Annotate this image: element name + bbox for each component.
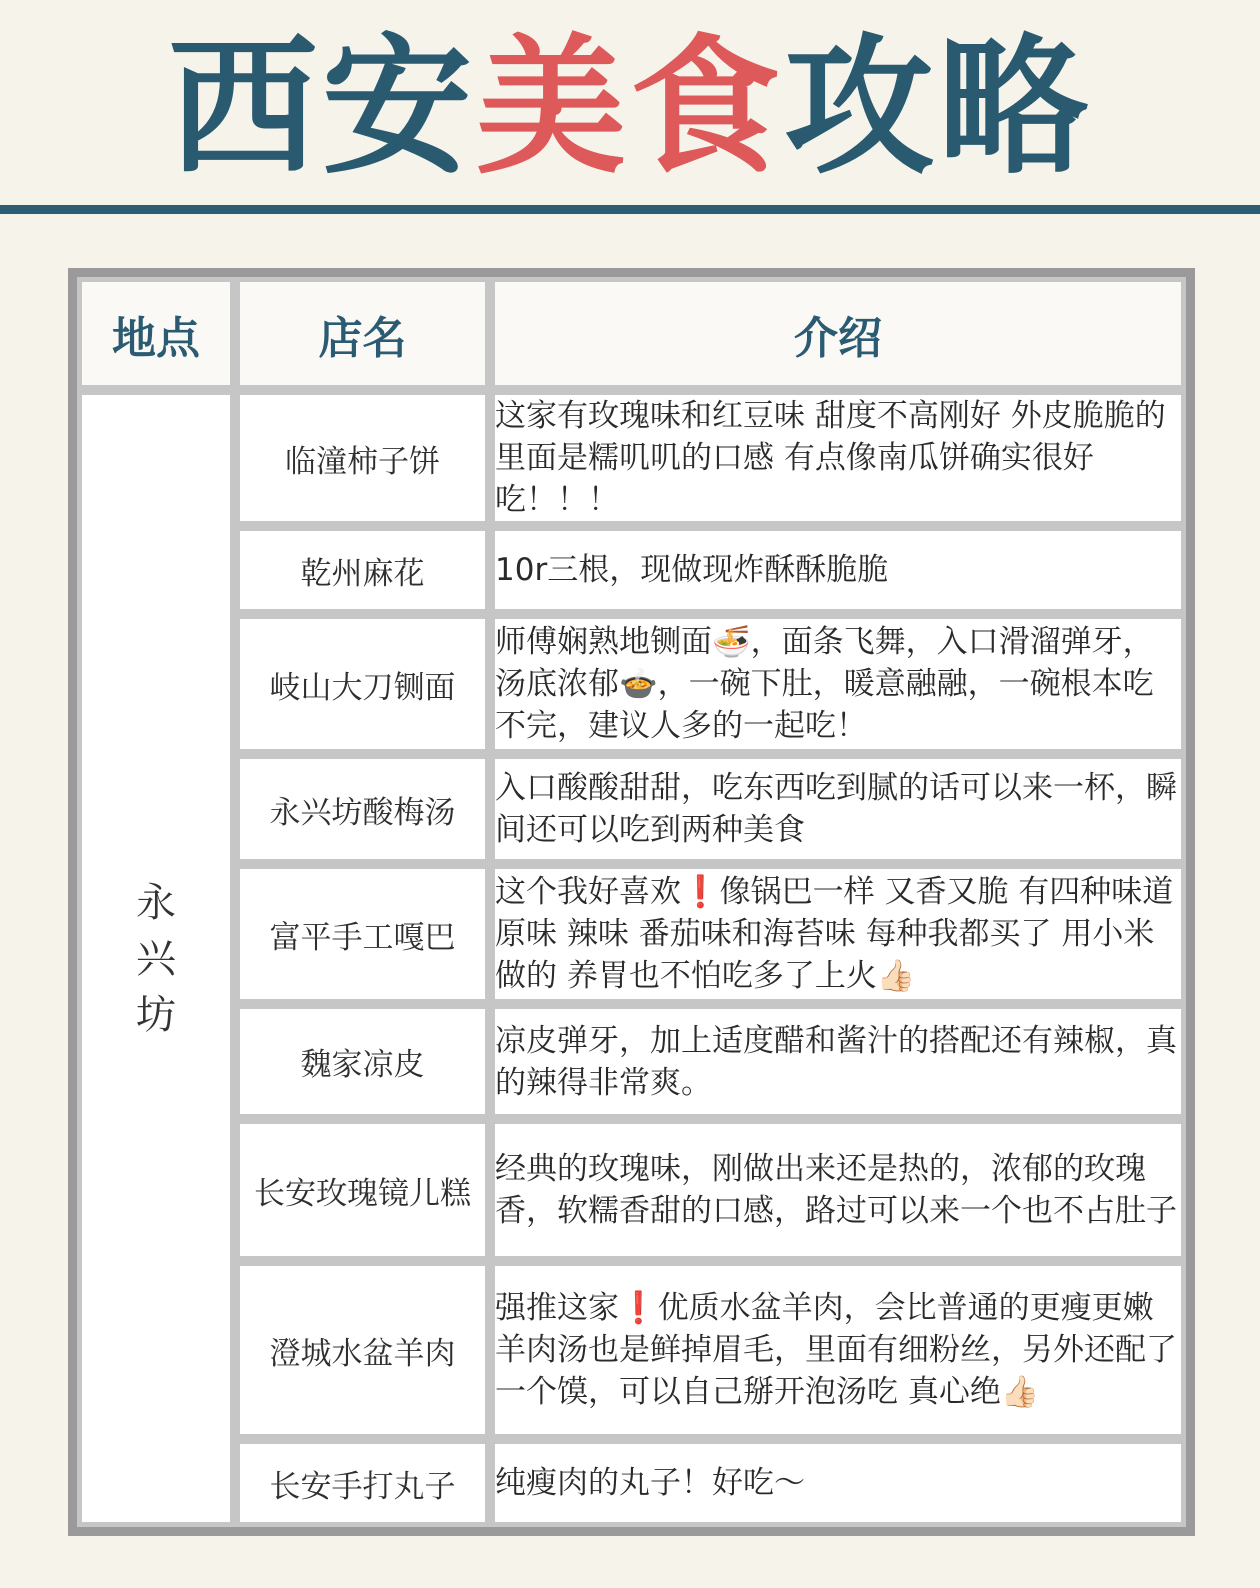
shop-intro: 这家有玫瑰味和红豆味 甜度不高刚好 外皮脆脆的 里面是糯叽叽的口感 有点像南瓜饼确实很好吃！！！ [490,390,1186,526]
header-shop-name: 店名 [235,277,490,390]
title-divider [0,205,1260,214]
header-introduction: 介绍 [490,277,1186,390]
table-row [77,754,1186,864]
shop-intro: 凉皮弹牙，加上适度醋和酱汁的搭配还有辣椒，真的辣得非常爽。 [490,1004,1186,1119]
shop-name: 岐山大刀铡面 [235,614,490,754]
shop-name: 澄城水盆羊肉 [235,1261,490,1439]
table-row [77,1261,1186,1439]
header-location: 地点 [77,277,235,390]
table-row [77,614,1186,754]
table-row [77,1004,1186,1119]
table-row [77,864,1186,1004]
table-row [77,526,1186,614]
shop-intro: 入口酸酸甜甜，吃东西吃到腻的话可以来一杯，瞬间还可以吃到两种美食 [490,754,1186,864]
shop-intro: 经典的玫瑰味，刚做出来还是热的，浓郁的玫瑰香，软糯香甜的口感，路过可以来一个也不占肚子 [490,1119,1186,1261]
table-header-row [77,277,1186,390]
shop-intro: 10r三根，现做现炸酥酥脆脆 [490,526,1186,614]
shop-intro: 师傅娴熟地铡面🍜，面条飞舞，入口滑溜弹牙，汤底浓郁🍲，一碗下肚，暖意融融，一碗根本吃不完，建议人多的一起吃！ [490,614,1186,754]
title-part-xian: 西安 [167,21,476,195]
shop-name: 临潼柿子饼 [235,390,490,526]
table-row [77,1439,1186,1527]
shop-intro: 强推这家❗优质水盆羊肉，会比普通的更瘦更嫩 羊肉汤也是鲜掉眉毛，里面有细粉丝，另外还配了一个馍，可以自己掰开泡汤吃 真心绝👍🏻 [490,1261,1186,1439]
table-row [77,390,1186,526]
location-label: 永兴坊 [136,879,176,1038]
shop-name: 魏家凉皮 [235,1004,490,1119]
food-guide-table [68,268,1195,1536]
shop-intro: 纯瘦肉的丸子！好吃～ [490,1439,1186,1527]
shop-intro: 这个我好喜欢❗像锅巴一样 又香又脆 有四种味道 原味 辣味 番茄味和海苔味 每种我都买了 用小米做的 养胃也不怕吃多了上火👍🏻 [490,864,1186,1004]
shop-name: 永兴坊酸梅汤 [235,754,490,864]
table-row [77,1119,1186,1261]
location-cell [77,390,235,1527]
title-part-guide: 攻略 [784,21,1093,195]
shop-name: 富平手工嘎巴 [235,864,490,1004]
shop-name: 长安手打丸子 [235,1439,490,1527]
shop-name: 乾州麻花 [235,526,490,614]
page-title [0,18,1260,198]
title-part-food: 美食 [475,21,784,195]
shop-name: 长安玫瑰镜儿糕 [235,1119,490,1261]
